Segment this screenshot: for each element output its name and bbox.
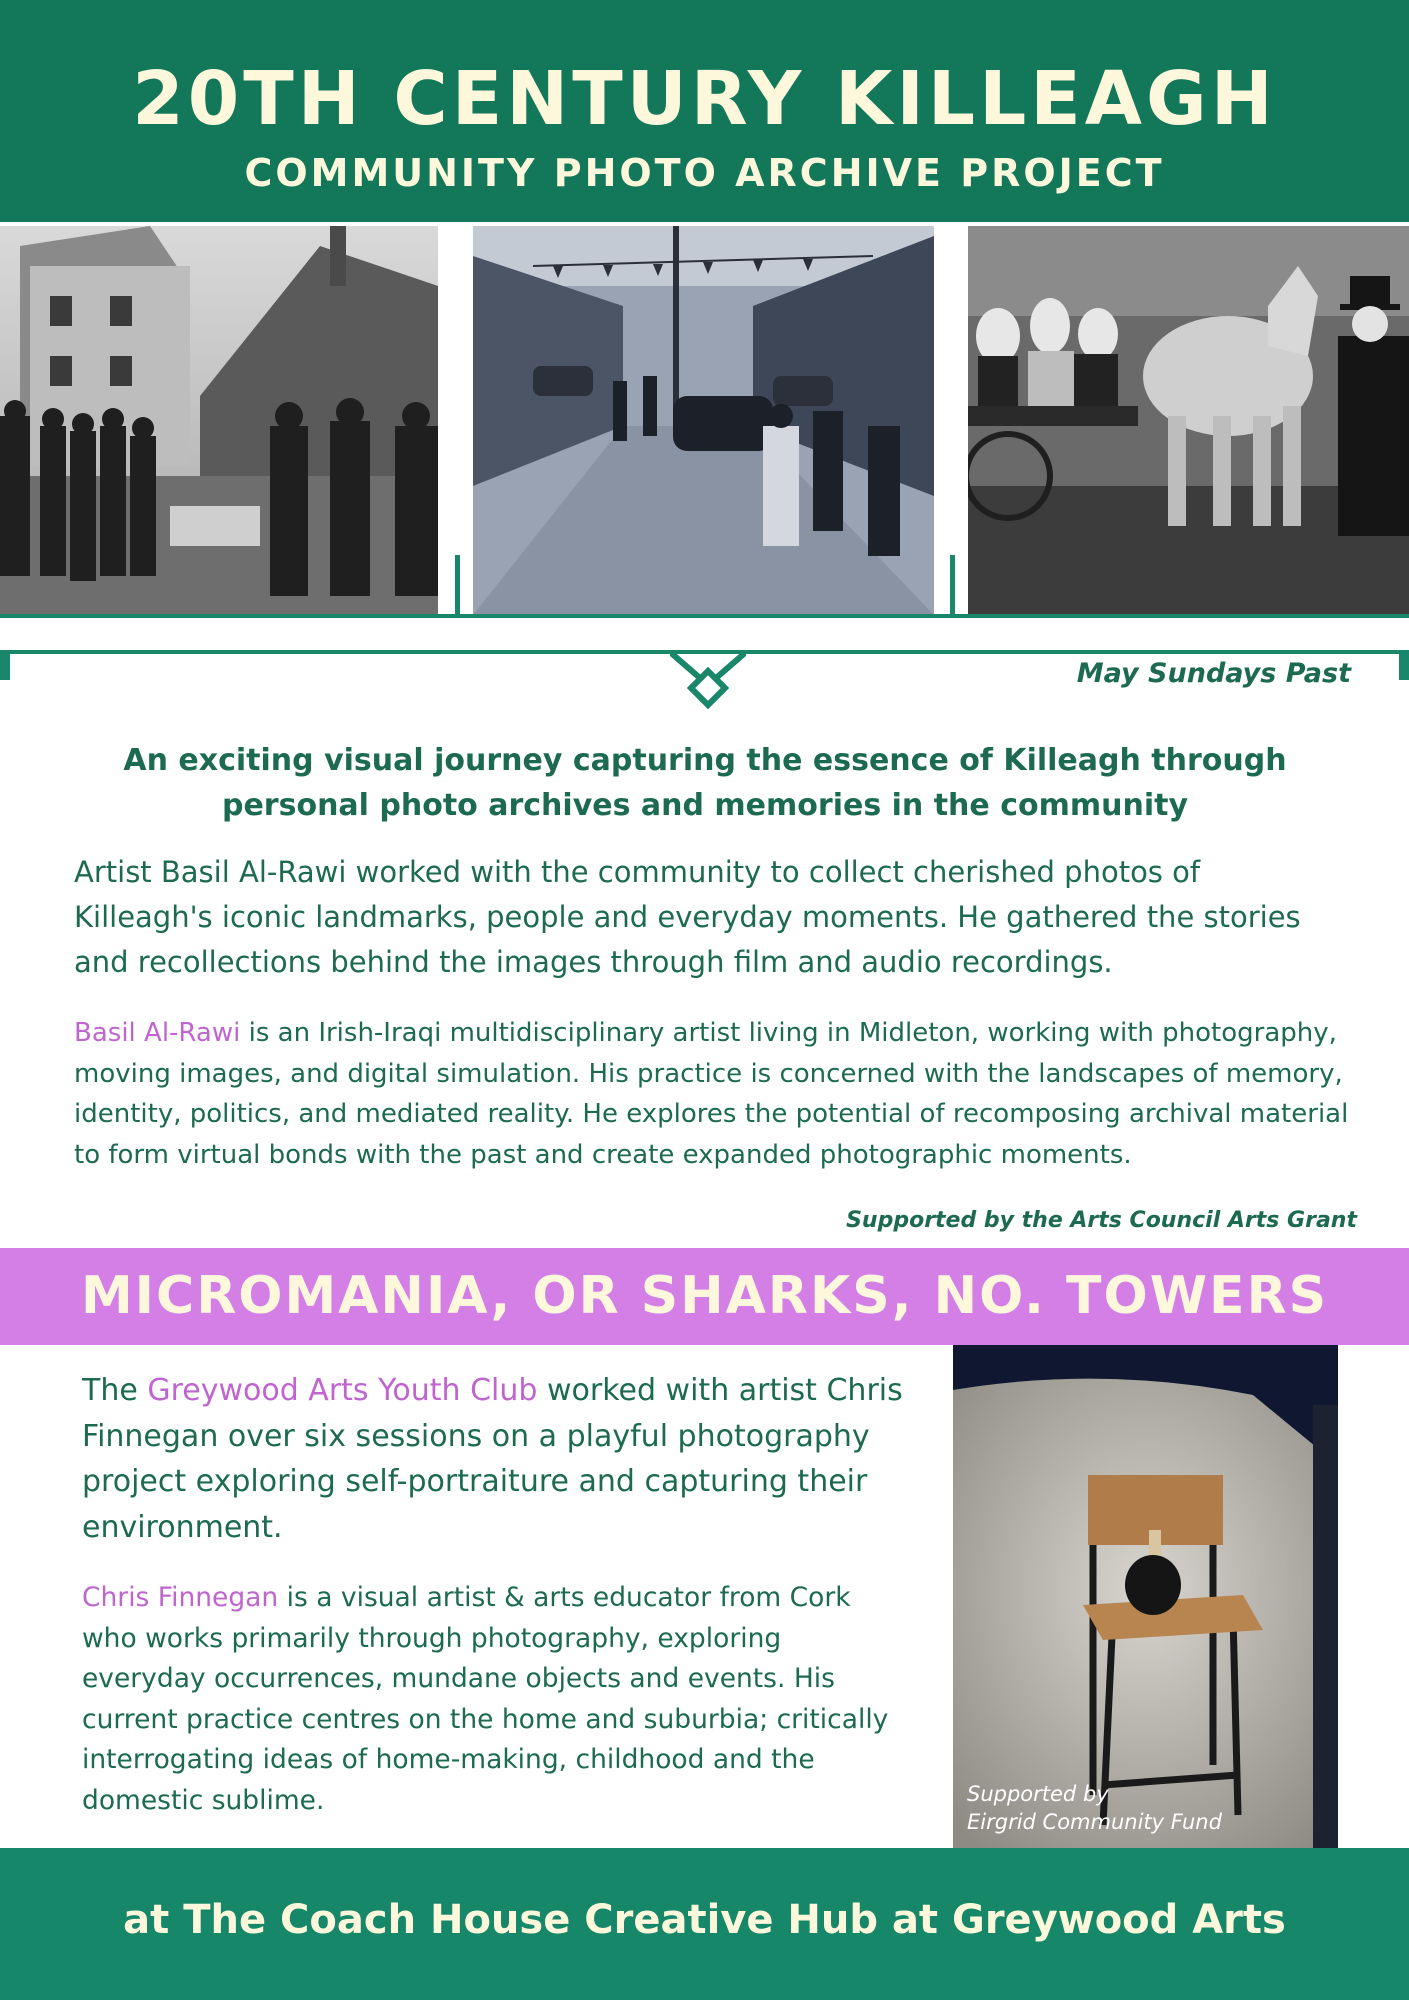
paragraph-text: The <box>82 1373 148 1408</box>
photo-divider <box>934 226 950 615</box>
photo-divider <box>438 226 454 615</box>
artist-bio-text: is an Irish-Iraqi multidisciplinary artist living in Midleton, working with photography, moving images, and digital simulation. His practice is concerned with the landscapes of memory, identity, politics, and mediated reality. He explores the potential of recomposing archival material to form virtual bonds with the past and create expanded photographic moments. <box>74 1018 1349 1170</box>
artist-bio-basil <box>74 1013 1354 1175</box>
eirgrid-credit-line: Eirgrid Community Fund <box>967 1810 1222 1834</box>
intro-heading: An exciting visual journey capturing the essence of Killeagh through personal photo archives and memories in the community <box>123 743 1287 823</box>
page-title: 20TH CENTURY KILLEAGH <box>132 56 1277 142</box>
artist-bio-chris <box>82 1578 912 1821</box>
photo-frame-line <box>0 614 1409 618</box>
photo-frame-line <box>455 555 460 618</box>
section-banner <box>0 1248 1409 1345</box>
page-subtitle: COMMUNITY PHOTO ARCHIVE PROJECT <box>244 151 1165 195</box>
youth-club-paragraph <box>82 1368 912 1550</box>
artist-name-chris: Chris Finnegan <box>82 1582 279 1613</box>
archive-photo-street <box>473 226 934 615</box>
eirgrid-credit <box>967 1780 1222 1836</box>
photos-caption: May Sundays Past <box>1076 658 1351 689</box>
archive-photo-horse-carriage <box>968 226 1409 615</box>
youth-club-name: Greywood Arts Youth Club <box>147 1373 538 1408</box>
venue-text: at The Coach House Creative Hub at Greywood Arts <box>123 1897 1286 1943</box>
footer-banner <box>0 1848 1409 2000</box>
lead-paragraph: Artist Basil Al-Rawi worked with the community to collect cherished photos of Killeagh's iconic landmarks, people and everyday moments. He gathered the stories and recollections behind the images through film and audio recordings. <box>74 855 1301 979</box>
diamond-ornament <box>670 640 746 720</box>
paragraph-text: worked with artist Chris Finnegan over six sessions on a playful photography project exploring self-portraiture and capturing their environment. <box>82 1373 903 1545</box>
section-title: MICROMANIA, OR SHARKS, NO. TOWERS <box>80 1266 1329 1326</box>
eirgrid-credit-line: Supported by <box>967 1782 1109 1806</box>
archive-photo-village-crowd <box>0 226 438 615</box>
photo-frame-line <box>950 555 955 618</box>
divider-bracket <box>0 650 10 680</box>
artist-bio-text: is a visual artist & arts educator from Cork who works primarily through photography, exploring everyday occurrences, mundane objects and events. His current practice centres on the home and suburbia; critically interrogating ideas of home-making, childhood and the domestic sublime. <box>82 1582 889 1816</box>
divider-bracket <box>1399 650 1409 680</box>
header-banner <box>0 0 1409 222</box>
chair-photo <box>953 1345 1338 1848</box>
grant-credit: Supported by the Arts Council Arts Grant <box>846 1208 1357 1233</box>
artist-name-basil: Basil Al-Rawi <box>74 1018 241 1048</box>
